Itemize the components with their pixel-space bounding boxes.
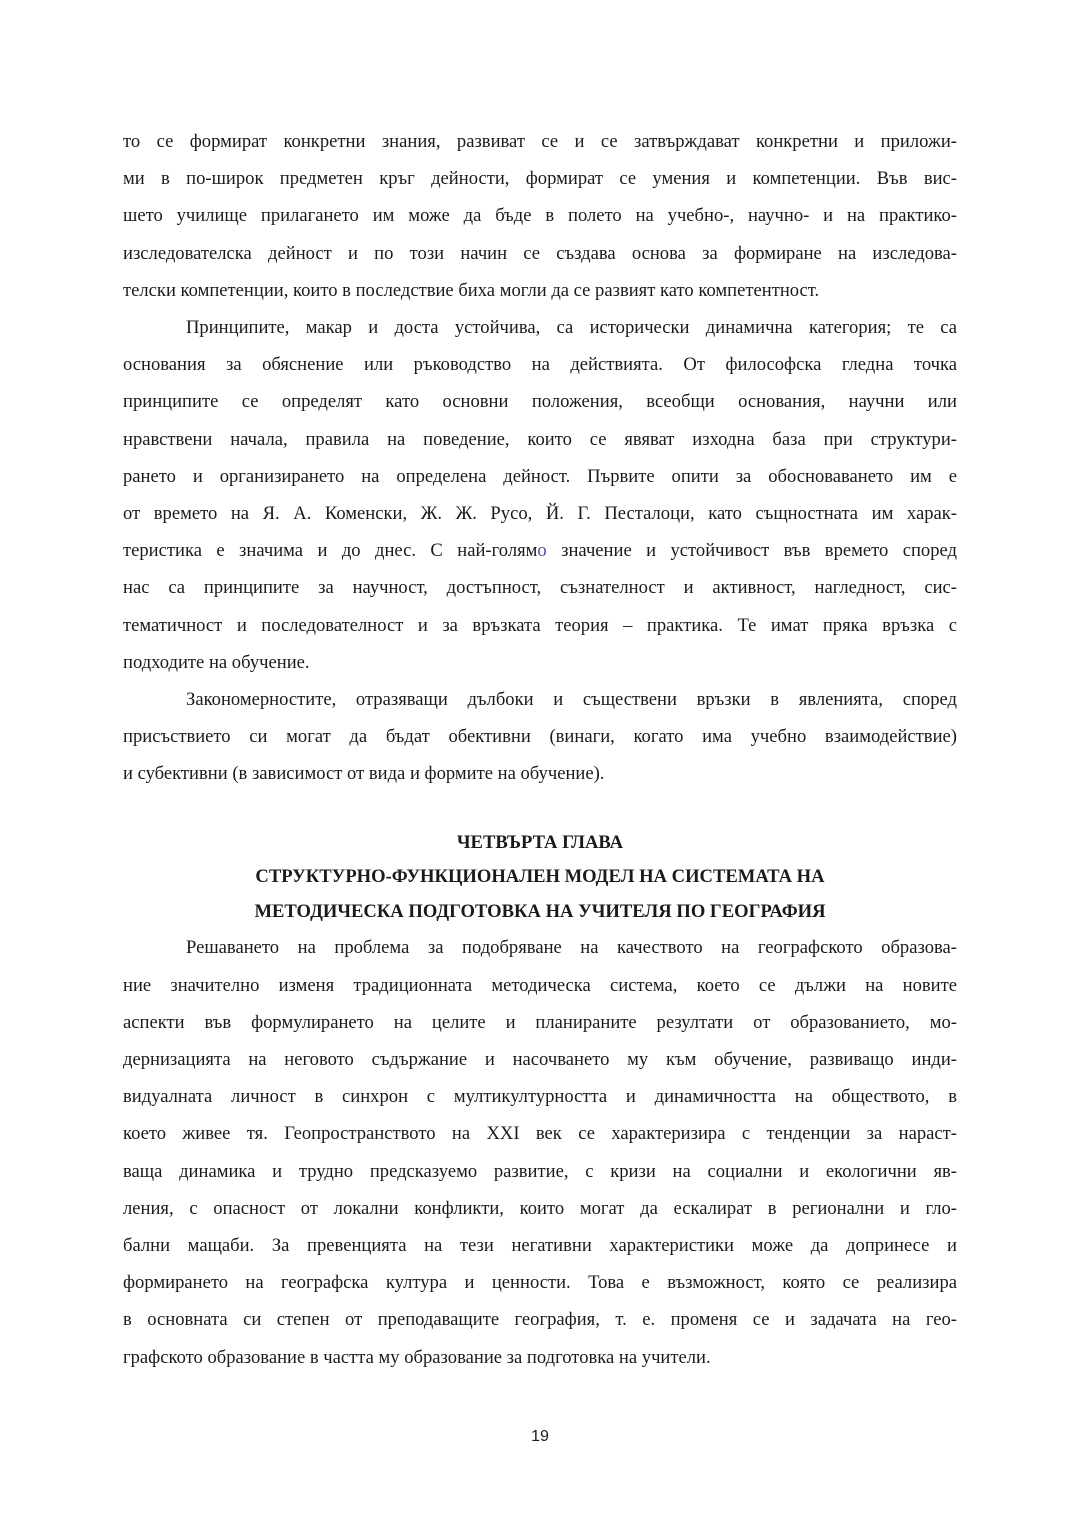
text-line: ления, с опасност от локални конфликти, които могат да ескалират в регионални и гло- bbox=[123, 1197, 957, 1219]
text-line: теристика е значима и до днес. С най-голямо значение и устойчивост във времето според bbox=[123, 540, 957, 562]
chapter-title: ЧЕТВЪРТА ГЛАВА bbox=[456, 831, 624, 853]
page-number: 19 bbox=[531, 1428, 549, 1445]
text-line: Закономерностите, отразяващи дълбоки и съществени връзки в явленията, според bbox=[186, 689, 957, 711]
text-line: формирането на географска култура и ценности. Това е възможност, която се реализира bbox=[123, 1272, 957, 1294]
text-line: бални мащаби. За превенцията на тези негативни характеристики може да допринесе и bbox=[123, 1235, 957, 1257]
text-line: нас са принципите за научност, достъпност, съзнателност и активност, нагледност, сис- bbox=[123, 577, 957, 599]
text-line: аспекти във формулирането на целите и планираните резултати от образованието, мо- bbox=[123, 1011, 957, 1033]
text-line: от времето на Я. А. Коменски, Ж. Ж. Русо, Й. Г. Песталоци, като същностната им харак- bbox=[123, 503, 957, 525]
chapter-subtitle-line-2: МЕТОДИЧЕСКА ПОДГОТОВКА НА УЧИТЕЛЯ ПО ГЕОГРАФИЯ bbox=[254, 900, 826, 922]
paragraph-chapter-intro bbox=[123, 929, 957, 1375]
text-line: основания за обяснение или ръководство на действията. От философска гледна точка bbox=[123, 354, 957, 376]
chapter-heading bbox=[123, 826, 957, 930]
paragraph-regularities bbox=[123, 681, 957, 793]
chapter-subtitle-line-1: СТРУКТУРНО-ФУНКЦИОНАЛЕН МОДЕЛ НА СИСТЕМАТА НА bbox=[255, 866, 825, 888]
text-line: ваща динамика и трудно предсказуемо развитие, с кризи на социални и екологични яв- bbox=[123, 1160, 957, 1182]
text-line: в основната си степен от преподаващите география, т. е. променя се и задачата на гео- bbox=[123, 1309, 957, 1331]
text-line: и субективни (в зависимост от вида и формите на обучение). bbox=[123, 763, 605, 785]
text-line: присъствието си могат да бъдат обективни (винаги, когато има учебно взаимодействие) bbox=[123, 726, 957, 748]
text-line: ми в по-широк предметен кръг дейности, формират се умения и компетенции. Във вис- bbox=[123, 168, 957, 190]
text-line: нравствени начала, правила на поведение, които се явяват изходна база при структури- bbox=[123, 428, 957, 450]
paragraph-continued bbox=[123, 123, 957, 309]
document-page bbox=[123, 123, 957, 1376]
text-line: видуалната личност в синхрон с мултикултурността и динамичността на обществото, в bbox=[123, 1086, 957, 1108]
paragraph-principles bbox=[123, 309, 957, 681]
text-line: шето училище прилагането им може да бъде в полето на учебно-, научно- и на практико- bbox=[123, 205, 957, 227]
text-line: тематичност и последователност и за връзката теория – практика. Те имат пряка връзка с bbox=[123, 614, 957, 636]
text-line: Принципите, макар и доста устойчива, са исторически динамична категория; те са bbox=[186, 317, 957, 339]
text-line: рането и организирането на определена дейност. Първите опити за обосноваването им е bbox=[123, 465, 957, 487]
text-line: ние значително изменя традиционната методическа система, което се дължи на новите bbox=[123, 974, 957, 996]
text-line: подходите на обучение. bbox=[123, 651, 310, 673]
text-line: изследователска дейност и по този начин се създава основа за формиране на изследова- bbox=[123, 242, 957, 264]
text-line: принципите се определят като основни положения, всеобщи основания, научни или bbox=[123, 391, 957, 413]
text-line: графското образование в частта му образование за подготовка на учители. bbox=[123, 1346, 711, 1368]
text-line: телски компетенции, които в последствие биха могли да се развият като компетентност. bbox=[123, 279, 820, 301]
highlighted-letter: о bbox=[537, 540, 547, 562]
text-line: Решаването на проблема за подобряване на качеството на географското образова- bbox=[186, 937, 957, 959]
text-line: дернизацията на неговото съдържание и насочването му към обучение, развиващо инди- bbox=[123, 1049, 957, 1071]
text-line: то се формират конкретни знания, развиват се и се затвърждават конкретни и приложи- bbox=[123, 131, 957, 152]
text-line: което живее тя. Геопространството на XXI век се характеризира с тенденции за нараст- bbox=[123, 1123, 957, 1145]
